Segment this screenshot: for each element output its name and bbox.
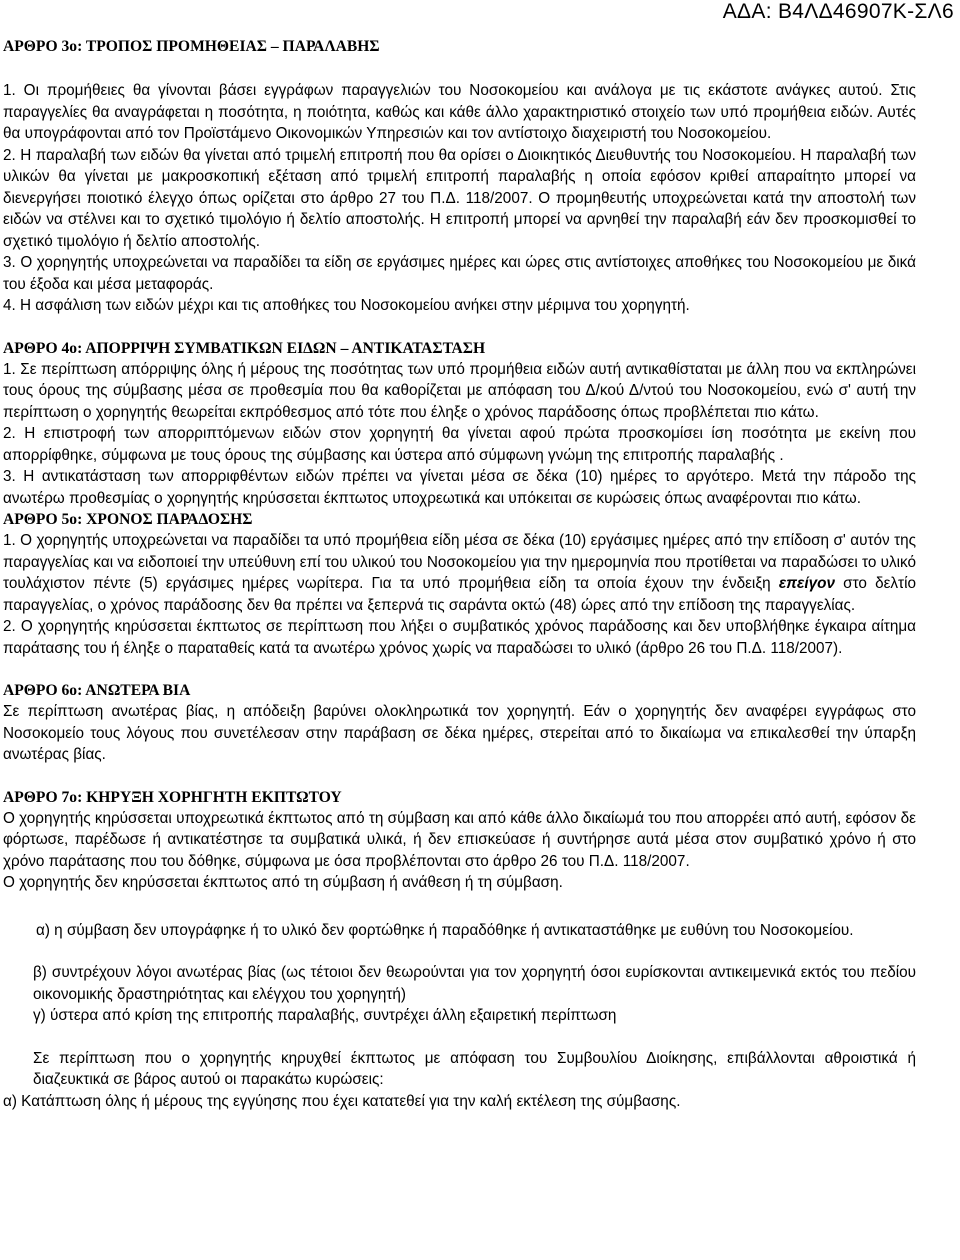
urgent-emphasis: επείγον (778, 575, 835, 592)
article-5-p1-text-after: στο δελτίο παραγγελίας, ο χρόνος παράδοσης δεν θα πρέπει να ξεπερνά τις σαράντα οκτώ (48) ώρες από την επίδοση της παραγγελίας. (3, 575, 916, 614)
article-4-heading: ΑΡΘΡΟ 4ο: ΑΠΟΡΡΙΨΗ ΣΥΜΒΑΤΙΚΩΝ ΕΙΔΩΝ – ΑΝΤΙΚΑΤΑΣΤΑΣΗ (3, 339, 486, 357)
article-5-heading: ΑΡΘΡΟ 5ο: ΧΡΟΝΟΣ ΠΑΡΑΔΟΣΗΣ (3, 511, 253, 528)
article-7-item-b: β) συντρέχουν λόγοι ανωτέρας βίας (ως τέτοιοι δεν θεωρούνται για τον χορηγητή όσοι ευρίσκονται αντικειμενικά εκτός του πεδίου οικονομικής δραστηριότητας και ελέγχου του χορηγητή) (33, 964, 916, 1003)
article-7-paragraph-2: Ο χορηγητής δεν κηρύσσεται έκπτωτος από τη σύμβαση ή ανάθεση ή τη σύμβαση. (3, 874, 563, 891)
article-7-item-a: α) η σύμβαση δεν υπογράφηκε ή το υλικό δεν φορτώθηκε ή παραδόθηκε ή αντικαταστάθηκε με ευθύνη του Νοσοκομείου. (36, 921, 854, 939)
article-3-paragraph-3: 3. Ο χορηγητής υποχρεώνεται να παραδίδει τα είδη σε εργάσιμες ημέρες και ώρες στις αντίστοιχες αποθήκες του Νοσοκομείου με δικά του έξοδα και μέσα μεταφοράς. (3, 254, 916, 293)
article-3-paragraph-2: 2. Η παραλαβή των ειδών θα γίνεται από τριμελή επιτροπή που θα ορίσει ο Διοικητικός Διευθυντής του Νοσοκομείου. Η παραλαβή των υλικών θα γίνεται με μακροσκοπική εξέταση από τριμελή επιτροπή παραλαβής η οποία εφόσον κριθεί απαραίτητο μπορεί να διενεργήσει ποιοτικό έλεγχο όπως ορίζεται στο άρθρο 27 του Π.Δ. 118/2007. Ο προμηθευτής υποχρεώνεται κατά την αποστολή των ειδών να στέλνει και το σχετικό τιμολόγιο ή δελτίο αποστολής. Η επιτροπή μπορεί να αρνηθεί την παραλαβή εάν δεν προσκομισθεί το σχετικό τιμολόγιο ή δελτίο αποστολής. (3, 146, 916, 250)
article-4-paragraph-2: 2. Η επιστροφή των απορριπτόμενων ειδών στον χορηγητή θα γίνεται αφού πρώτα προσκομίσει ίση ποσότητα με εκείνη που απορρίφθηκε, σύμφωνα με τους όρους της σύμβασης και ύστερα από σύμφωνη γνώμη της επιτροπής παραλαβής . (3, 425, 916, 464)
article-5-paragraph-2: 2. Ο χορηγητής κηρύσσεται έκπτωτος σε περίπτωση που λήξει ο συμβατικός χρόνος παράδοσης και δεν υποβλήθηκε έγκαιρα αίτημα παράτασης του ή έληξε ο παραταθείς κατά τα ανωτέρω χρόνος χωρίς να παραδώσει το υλικό (άρθρο 26 του Π.Δ. 118/2007). (3, 618, 916, 657)
article-3-heading: ΑΡΘΡΟ 3ο: ΤΡΟΠΟΣ ΠΡΟΜΗΘΕΙΑΣ – ΠΑΡΑΛΑΒΗΣ (3, 38, 380, 55)
article-6-heading: ΑΡΘΡΟ 6ο: ΑΝΩΤΕΡΑ ΒΙΑ (3, 682, 191, 699)
article-5-p1-text-before: 1. Ο χορηγητής υποχρεώνεται να παραδίδει τα υπό προμήθεια είδη μέσα σε δέκα (10) εργάσιμες ημέρες από την επίδοση σ' αυτόν της παραγγελίας και να ειδοποιεί την υπεύθυνη επί του υλικού του Νοσοκομείου για την ημερομηνία που προτίθεται να παραδώσει το υλικό τουλάχιστον πέντε (5) εργάσιμες ημέρες νωρίτερα. Για τα υπό προμήθεια είδη τα οποία έχουν την ένδειξη (3, 532, 916, 592)
article-7-paragraph-3: Σε περίπτωση που ο χορηγητής κηρυχθεί έκπτωτος με απόφαση του Συμβουλίου Διοίκησης, επιβάλλονται αθροιστικά ή διαζευκτικά σε βάρος αυτού οι παρακάτω κυρώσεις: (33, 1049, 916, 1088)
article-6-paragraph-1: Σε περίπτωση ανωτέρας βίας, η απόδειξη βαρύνει ολοκληρωτικά τον χορηγητή. Εάν ο χορηγητής δεν αναφέρει εγγράφως στο Νοσοκομείο τους λόγους που συνετέλεσαν στην παράβαση σε δέκα ημέρες, στερείται από το δικαίωμα να επικαλεσθεί την ύπαρξη ανωτέρας βίας. (3, 703, 916, 763)
article-7-item-c: γ) ύστερα από κρίση της επιτροπής παραλαβής, συντρέχει άλλη εξαιρετική περίπτωση (33, 1007, 617, 1024)
article-5-paragraph-1 (3, 530, 916, 616)
article-3-paragraph-4: 4. Η ασφάλιση των ειδών μέχρι και τις αποθήκες του Νοσοκομείου ανήκει στην μέριμνα του χορηγητή. (3, 297, 690, 314)
article-7-item-a2: α) Κατάπτωση όλης ή μέρους της εγγύησης που έχει κατατεθεί για την καλή εκτέλεση της σύμβασης. (3, 1092, 681, 1110)
article-7-heading: ΑΡΘΡΟ 7ο: ΚΗΡΥΞΗ ΧΟΡΗΓΗΤΗ ΕΚΠΤΩΤΟΥ (3, 788, 342, 806)
article-4-paragraph-1: 1. Σε περίπτωση απόρριψης όλης ή μέρους της ποσότητας των υπό προμήθεια ειδών αυτή αντικαθίσταται με άλλη που να εκπληρώνει τους όρους της σύμβασης μέσα σε προθεσμία που θα καθορίζεται με απόφαση του Δ/κού Δ/ντού του Νοσοκομείου, ενώ σ' αυτή την περίπτωση ο χορηγητής θεωρείται εκπρόθεσμος από τότε που έληξε ο χρόνος παράδοσης όπως προβλέπεται πιο κάτω. (3, 360, 916, 421)
document-page (3, 0, 916, 1112)
article-4-paragraph-3: 3. Η αντικατάσταση των απορριφθέντων ειδών πρέπει να γίνεται μέσα σε δέκα (10) ημέρες το αργότερο. Μετά την πάροδο της ανωτέρω προθεσμίας ο χορηγητής κηρύσσεται έκπτωτος υποχρεωτικά και υπόκειται σε κυρώσεις όπως αναφέρονται πιο κάτω. (3, 468, 916, 507)
article-7-paragraph-1: Ο χορηγητής κηρύσσεται υποχρεωτικά έκπτωτος από τη σύμβαση και από κάθε άλλο δικαίωμά του που απορρέει από αυτή, εφόσον δε φόρτωσε, παρέδωσε ή αντικατέστησε τα συμβατικά υλικά, ή δεν επισκεύασε ή συντήρησε αυτά μέσα στον συμβατικό χρόνο ή στο χρόνο παράτασης που του δόθηκε, σύμφωνα με όσα προβλέπονται στο άρθρο 26 του Π.Δ. 118/2007. (3, 809, 916, 870)
article-3-paragraph-1: 1. Οι προμήθειες θα γίνονται βάσει εγγράφων παραγγελιών του Νοσοκομείου και ανάλογα με τις εκάστοτε ανάγκες αυτού. Στις παραγγελίες θα αναγράφεται η ποσότητα, η ποιότητα, καθώς και κάθε άλλο χαρακτηριστικό στοιχείο των υπό προμήθεια ειδών. Αυτές θα υπογράφονται από τον Προϊστάμενο Οικονομικών Υπηρεσιών και τον αντίστοιχο διαχειριστή του Νοσοκομείου. (3, 82, 916, 142)
document-ada-code: ΑΔΑ: Β4ΛΔ46907Κ-ΣΛ6 (722, 0, 954, 23)
